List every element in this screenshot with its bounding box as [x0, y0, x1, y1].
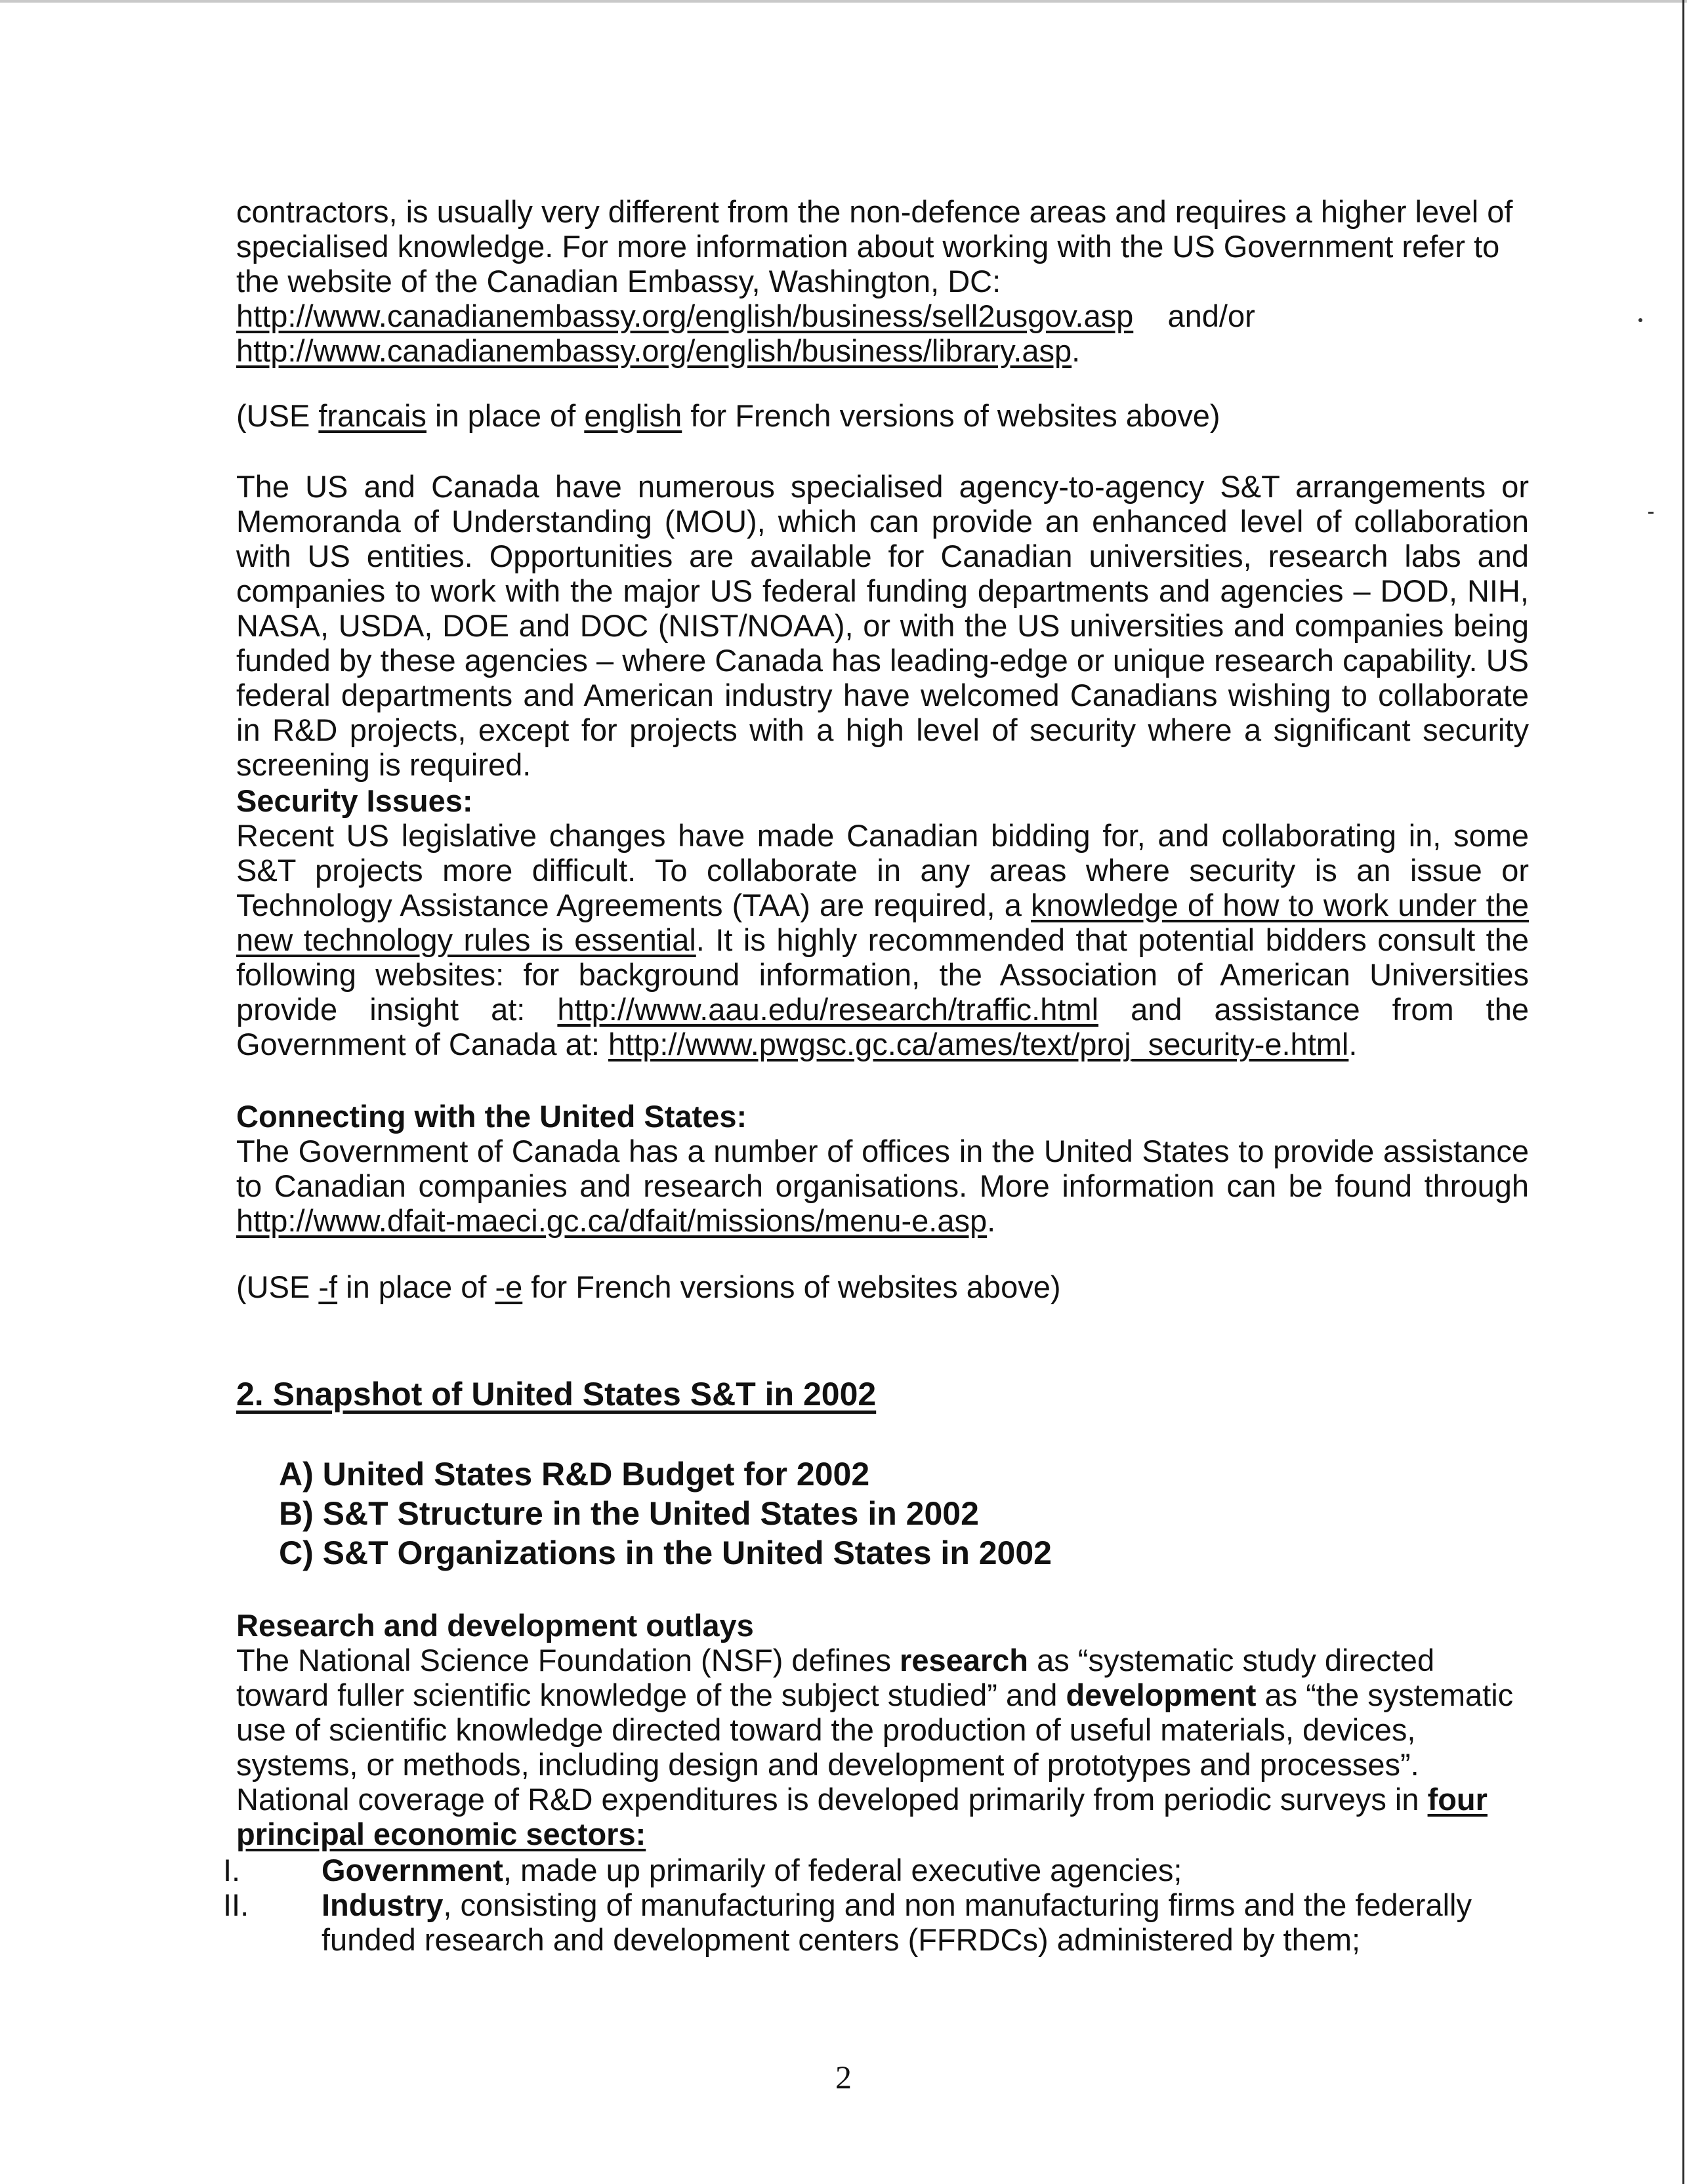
dfait-missions-link[interactable]: http://www.dfait-maeci.gc.ca/dfait/missions/menu-e.asp [236, 1203, 988, 1238]
embassy-library-link[interactable]: http://www.canadianembassy.org/english/business/library.asp [236, 333, 1072, 368]
note-word-f: -f [318, 1269, 338, 1304]
sector-number: II. [223, 1887, 249, 1922]
note-prefix: (USE [236, 398, 319, 433]
scan-top-edge [0, 0, 1687, 3]
rd-outlays-heading: Research and development outlays [236, 1608, 754, 1643]
rd-text: as “systematic study directed toward fuller scientific knowledge of the subject studied” and [236, 1643, 1435, 1712]
note-prefix: (USE [236, 1269, 319, 1304]
security-underlined-text: knowledge of how to work under the new technology rules is essential [236, 888, 1529, 957]
security-text: and assistance from the Government of Canada at: [236, 992, 1529, 1061]
page-number: 2 [835, 2059, 852, 2095]
connecting-heading: Connecting with the United States: [236, 1099, 747, 1134]
note-word-english: english [584, 398, 682, 433]
note-suffix: for French versions of websites above) [522, 1269, 1061, 1304]
sector-number: I. [223, 1853, 241, 1887]
rd-text: as “the systematic use of scientific knowledge directed toward the production of useful materials, devices, systems, or methods, including design and development of prototypes and processes”. National coverage of R&D expenditures is developed primarily from periodic surveys in [236, 1678, 1514, 1817]
sector-item [223, 1887, 1535, 1957]
aau-link[interactable]: http://www.aau.edu/research/traffic.html [557, 992, 1099, 1027]
embassy-sell2usgov-link[interactable]: http://www.canadianembassy.org/english/business/sell2usgov.asp [236, 299, 1134, 333]
sector-name: Industry [322, 1887, 444, 1922]
us-canada-paragraph: The US and Canada have numerous specialised agency-to-agency S&T arrangements or Memoranda of Understanding (MOU), which can provide an enhanced level of collaboration with US entities. Opportunities are available for Canadian universities, research labs and companies to work with the major US federal funding departments and agencies – DOD, NIH, NASA, USDA, DOE and DOC (NIST/NOAA), or with the US universities and companies being funded by these agencies – where Canada has leading-edge or unique research capability. US federal departments and American industry have welcomed Canadians wishing to collaborate in R&D projects, except for projects with a high level of security where a significant security screening is required. [236, 469, 1529, 782]
security-text: Recent US legislative changes have made Canadian bidding for, and collaborating in, some S&T projects more difficult. To collaborate in any areas where security is an issue or Technology Assistance Agreements (TAA) are required, a [236, 818, 1529, 922]
sector-name: Government [322, 1853, 503, 1887]
pwgsc-link[interactable]: http://www.pwgsc.gc.ca/ames/text/proj_security-e.html [608, 1027, 1349, 1061]
section-subtopics [279, 1454, 1526, 1573]
french-note-2 [236, 1269, 1529, 1304]
intro-text: contractors, is usually very different from the non-defence areas and requires a higher level of specialised knowledge. For more information about working with the US Government refer to the website of the Canadian Embassy, Washington, DC: [236, 194, 1513, 299]
note-word-francais: francais [318, 398, 427, 433]
security-paragraph [236, 818, 1529, 1061]
connecting-text: The Government of Canada has a number of offices in the United States to provide assistance to Canadian companies and research organisations. More information can be found through [236, 1134, 1529, 1203]
note-middle: in place of [337, 1269, 495, 1304]
subtopic-item: B) S&T Structure in the United States in 2002 [279, 1495, 979, 1532]
rd-term-development: development [1066, 1678, 1257, 1712]
period-text: . [987, 1203, 996, 1238]
scan-speck [1638, 318, 1642, 322]
sector-description: , made up primarily of federal executive agencies; [503, 1853, 1182, 1887]
note-middle: in place of [426, 398, 585, 433]
subtopic-item: A) United States R&D Budget for 2002 [279, 1456, 870, 1493]
security-text: . [1348, 1027, 1358, 1061]
security-heading: Security Issues: [236, 783, 473, 818]
note-suffix: for French versions of websites above) [682, 398, 1220, 433]
sector-item [223, 1853, 1535, 1887]
connecting-paragraph [236, 1134, 1529, 1238]
sectors-list [223, 1853, 1535, 1957]
period-text: . [1072, 333, 1081, 368]
note-word-e: -e [495, 1269, 523, 1304]
security-text: . It is highly recommended that potential bidders consult the following websites: for background information, the Association of American Universities provide insight at: [236, 922, 1529, 1027]
subtopic-item: C) S&T Organizations in the United States in 2002 [279, 1535, 1052, 1571]
intro-paragraph [236, 194, 1529, 368]
scan-speck [1648, 512, 1654, 514]
scan-right-edge [1682, 0, 1684, 2184]
sector-description: , consisting of manufacturing and non manufacturing firms and the federally funded research and development centers (FFRDCs) administered by them; [322, 1887, 1472, 1957]
french-note-1 [236, 398, 1529, 433]
and-or-text: and/or [1167, 299, 1255, 333]
rd-sectors-text: four principal economic sectors: [236, 1782, 1488, 1851]
section-title: 2. Snapshot of United States S&T in 2002 [236, 1376, 877, 1412]
rd-text: The National Science Foundation (NSF) defines [236, 1643, 900, 1678]
rd-term-research: research [900, 1643, 1029, 1678]
rd-outlays-paragraph [236, 1643, 1516, 1851]
